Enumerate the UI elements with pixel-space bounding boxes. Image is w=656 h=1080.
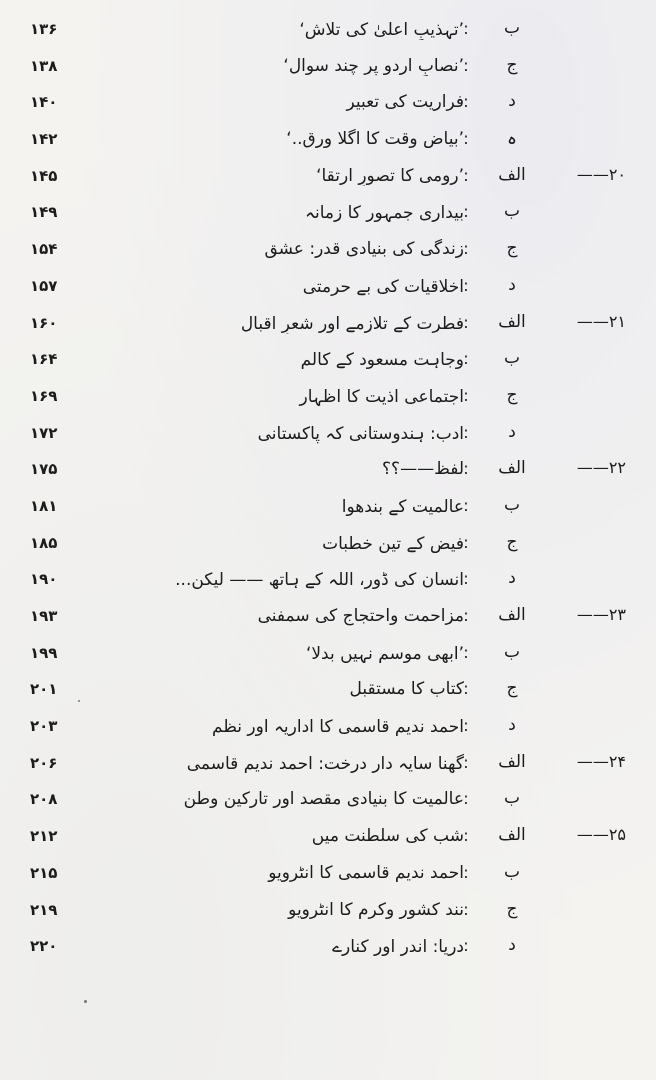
chapter-number: ۲۱—— <box>576 311 626 331</box>
entry-title: فطرت کے تلازمے اور شعرِ اقبال <box>240 313 464 334</box>
sub-section-letter: ب <box>503 641 520 662</box>
separator-colon: : <box>463 19 469 38</box>
entry-title: ادب: ہندوستانی کہ پاکستانی <box>257 423 464 444</box>
separator-colon: : <box>463 275 469 295</box>
entry-title: شب کی سلطنت میں <box>311 826 464 847</box>
sub-section-letter: الف <box>498 164 526 185</box>
separator-colon: : <box>463 239 469 259</box>
chapter-number: ۲۳—— <box>576 605 626 624</box>
toc-row <box>0 674 656 711</box>
toc-row <box>0 711 656 748</box>
page-number: ۱۳۶ <box>30 20 58 38</box>
page-number: ۱۴۵ <box>30 166 58 185</box>
toc-row <box>0 234 656 271</box>
toc-row <box>0 895 656 932</box>
toc-row <box>0 87 656 124</box>
toc-row <box>0 601 656 638</box>
sub-section-letter: الف <box>498 825 526 846</box>
entry-title: ’رومی کا تصورِ ارتقا‘ <box>316 165 464 186</box>
sub-section-letter: ج <box>506 898 518 919</box>
page-number: ۱۷۲ <box>30 423 58 442</box>
table-of-contents <box>0 14 656 968</box>
toc-row <box>0 748 656 785</box>
toc-row <box>0 124 656 161</box>
page-number: ۲۰۳ <box>30 717 58 736</box>
separator-colon: : <box>463 642 469 662</box>
toc-row <box>0 784 656 821</box>
sub-section-letter: د <box>508 935 516 956</box>
entry-title: اخلاقیات کی بے حرمتی <box>302 276 464 297</box>
toc-row <box>0 418 656 455</box>
separator-colon: : <box>463 202 469 222</box>
sub-section-letter: د <box>508 91 516 112</box>
page-number: ۱۴۹ <box>30 203 58 222</box>
page-number: ۲۰۱ <box>30 680 58 699</box>
page-number: ۲۲۰ <box>30 937 58 956</box>
sub-section-letter: ج <box>506 54 518 75</box>
sub-section-letter: ہ <box>507 129 517 150</box>
toc-row <box>0 14 656 51</box>
entry-title: انسان کی ڈور، اللہ کے ہاتھ —— لیکن... <box>175 570 464 591</box>
chapter-number: ۲۴—— <box>576 751 626 771</box>
toc-row <box>0 344 656 381</box>
chapter-number: ۲۵—— <box>576 825 626 845</box>
entry-title: اجتماعی اذیت کا اظہار <box>299 386 464 407</box>
page-number: ۱۶۹ <box>30 386 58 405</box>
sub-section-letter: د <box>508 421 516 442</box>
page-number: ۱۴۰ <box>30 93 58 112</box>
entry-title: ’تہذیبِ اعلیٰ کی تلاش‘ <box>299 20 464 40</box>
sub-section-letter: ج <box>506 678 518 699</box>
page-number: ۱۸۱ <box>30 496 58 515</box>
separator-colon: : <box>463 385 469 405</box>
paper-speck <box>78 700 80 702</box>
toc-row <box>0 564 656 601</box>
toc-row <box>0 271 656 308</box>
toc-row <box>0 381 656 418</box>
separator-colon: : <box>463 92 469 112</box>
sub-section-letter: الف <box>498 605 526 625</box>
entry-title: وجاہت مسعود کے کالم <box>300 350 464 371</box>
sub-section-letter: ج <box>506 384 518 405</box>
sub-section-letter: ب <box>503 348 520 369</box>
page-number: ۱۹۳ <box>30 607 58 625</box>
page-number: ۱۶۰ <box>30 313 58 332</box>
entry-title: احمد ندیم قاسمی کا انٹرویو <box>268 862 464 883</box>
separator-colon: : <box>463 752 469 772</box>
separator-colon: : <box>463 826 469 846</box>
toc-row <box>0 491 656 528</box>
chapter-number: ۲۲—— <box>576 458 626 478</box>
entry-title: نند کشور وکرم کا انٹرویو <box>288 899 464 920</box>
separator-colon: : <box>463 129 469 149</box>
entry-title: ’بیاضِ وقت کا اگلا ورق..‘ <box>286 129 464 150</box>
sub-section-letter: ب <box>503 788 520 809</box>
separator-colon: : <box>463 55 469 75</box>
entry-title: زندگی کی بنیادی قدر: عشق <box>264 239 464 260</box>
separator-colon: : <box>463 679 469 699</box>
sub-section-letter: الف <box>498 751 526 772</box>
toc-row <box>0 821 656 858</box>
paper-speck <box>84 1000 87 1003</box>
toc-row <box>0 454 656 491</box>
page-number: ۲۰۸ <box>30 790 58 809</box>
entry-title: دریا: اندر اور کنارے <box>332 937 464 958</box>
entry-title: مزاحمت واحتجاج کی سمفنی <box>257 606 464 626</box>
toc-row <box>0 197 656 234</box>
entry-title: ’نصابِ اردو پر چند سوال‘ <box>283 55 464 76</box>
separator-colon: : <box>463 422 469 442</box>
page-number: ۲۰۶ <box>30 753 58 772</box>
sub-section-letter: الف <box>498 311 526 332</box>
separator-colon: : <box>463 165 469 185</box>
toc-row <box>0 161 656 198</box>
separator-colon: : <box>463 899 469 919</box>
page-number: ۱۹۰ <box>30 570 58 589</box>
separator-colon: : <box>463 459 469 479</box>
page-number: ۱۵۴ <box>30 240 58 259</box>
page-number: ۲۱۹ <box>30 900 58 919</box>
toc-row <box>0 638 656 675</box>
toc-row <box>0 528 656 565</box>
separator-colon: : <box>463 862 469 882</box>
sub-section-letter: ب <box>503 861 520 882</box>
separator-colon: : <box>463 716 469 736</box>
toc-row <box>0 858 656 895</box>
separator-colon: : <box>463 349 469 369</box>
entry-title: فیض کے تین خطبات <box>322 533 464 554</box>
page-number: ۱۸۵ <box>30 533 58 552</box>
separator-colon: : <box>463 936 469 956</box>
page-number: ۱۵۷ <box>30 276 58 295</box>
separator-colon: : <box>463 312 469 332</box>
entry-title: بیداری جمہور کا زمانہ <box>305 203 464 224</box>
separator-colon: : <box>463 789 469 809</box>
separator-colon: : <box>463 569 469 589</box>
chapter-number: ۲۰—— <box>576 164 626 184</box>
page-number: ۲۱۵ <box>30 863 58 882</box>
separator-colon: : <box>463 495 469 515</box>
page-number: ۱۷۵ <box>30 460 58 479</box>
page-number: ۲۱۲ <box>30 827 58 846</box>
sub-section-letter: الف <box>498 458 526 479</box>
page-number: ۱۶۴ <box>30 350 58 369</box>
entry-title: لفظ——؟؟ <box>382 459 464 480</box>
separator-colon: : <box>463 606 469 625</box>
sub-section-letter: د <box>508 715 516 736</box>
sub-section-letter: د <box>508 568 516 589</box>
sub-section-letter: د <box>508 274 516 295</box>
entry-title: ’ابھی موسم نہیں بدلا‘ <box>305 643 464 664</box>
page-number: ۱۳۸ <box>30 56 58 75</box>
sub-section-letter: ب <box>503 201 520 222</box>
entry-title: عالمیت کا بنیادی مقصد اور تارکینِ وطن <box>183 789 464 810</box>
entry-title: کتاب کا مستقبل <box>349 679 464 700</box>
toc-row <box>0 308 656 345</box>
toc-row <box>0 51 656 88</box>
entry-title: گھنا سایہ دار درخت: احمد ندیم قاسمی <box>186 753 464 774</box>
separator-colon: : <box>463 532 469 552</box>
entry-title: فراریت کی تعبیر <box>346 92 464 113</box>
entry-title: عالمیت کے بندھوا <box>341 496 464 517</box>
sub-section-letter: ب <box>503 494 520 515</box>
entry-title: احمد ندیم قاسمی کا اداریہ اور نظم <box>212 717 464 738</box>
page-number: ۱۹۹ <box>30 643 58 662</box>
sub-section-letter: ب <box>503 18 520 38</box>
toc-row <box>0 931 656 968</box>
page-number: ۱۴۲ <box>30 130 58 149</box>
sub-section-letter: ج <box>506 531 518 552</box>
sub-section-letter: ج <box>506 238 518 259</box>
